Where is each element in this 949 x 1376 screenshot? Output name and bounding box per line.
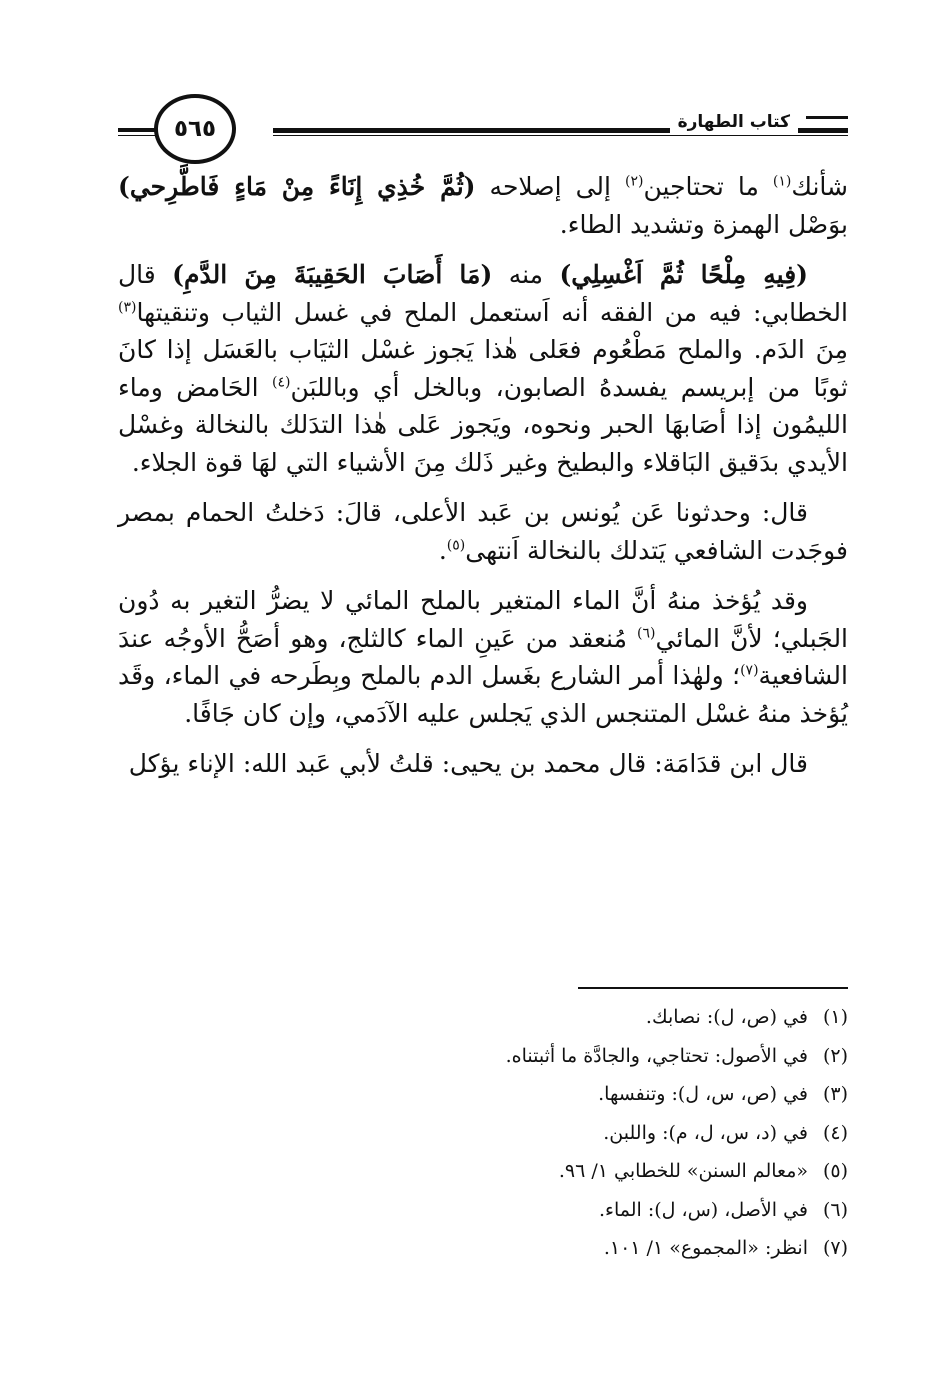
footnote-item bbox=[118, 1229, 848, 1268]
text-run: قال ابن قدَامَة: قال محمد بن يحيى: قلتُ لأبي عَبد الله: الإناء يؤكل bbox=[128, 749, 808, 778]
hadith-quote: (فِيهِ مِلْحًا ثُمَّ اَغْسِلِي) bbox=[559, 260, 809, 289]
text-run: ؛ ولهٰذا أمر الشارع بغَسل الدم بالملح وبِطَرحه في الماء، وقَد يُؤخذ منهُ غسْل المتنجس الذي يَجلس عليه الآدَمي، وإن كان جَافًا. bbox=[118, 661, 848, 728]
text-run: شأنك bbox=[791, 172, 848, 201]
footnote-text: في (ص، س، ل): وتنفسها. bbox=[598, 1083, 808, 1105]
footnote-marker: (٤) bbox=[271, 374, 291, 391]
hadith-quote: (مَا أَصَابَ الحَقِيبَةَ مِنَ الدَّمِ) bbox=[172, 260, 493, 289]
footnote-separator bbox=[578, 987, 848, 989]
paragraph-4 bbox=[118, 582, 848, 732]
header-dash bbox=[806, 116, 848, 119]
footnote-marker: (٣) bbox=[118, 299, 137, 316]
footnote-text: في (ص، ل): نصابك. bbox=[645, 1006, 808, 1028]
footnote-number: (٣) bbox=[822, 1083, 848, 1105]
footnote-number: (١) bbox=[822, 1006, 848, 1028]
footnote-item bbox=[118, 1191, 848, 1230]
footnote-text: في الأصول: تحتاجي، والجادَّة ما أثبتناه. bbox=[505, 1044, 808, 1067]
footnote-marker: (٧) bbox=[740, 662, 759, 679]
footnote-text: في الأصل، (س، ل): الماء. bbox=[598, 1198, 808, 1221]
footnote-marker: (٥) bbox=[446, 537, 466, 554]
footnote-marker: (١) bbox=[772, 173, 792, 190]
text-run: بوَصْل الهمزة وتشديد الطاء. bbox=[559, 209, 848, 239]
footnote-item bbox=[118, 1114, 848, 1153]
footnote-number: (٧) bbox=[822, 1237, 848, 1259]
hadith-quote: (ثُمَّ خُذِي إِنَاءً مِنْ مَاءٍ فَاطَّرِحي) bbox=[118, 172, 476, 201]
main-text bbox=[118, 168, 848, 796]
text-run: قال الخطابي: فيه من الفقه أنه اَستعمل الملح في غسل الثياب وتنقيتها bbox=[118, 260, 848, 327]
paragraph-5 bbox=[118, 745, 848, 783]
paragraph-2 bbox=[118, 256, 848, 481]
footnote-item bbox=[118, 998, 848, 1037]
footnote-text: «معالم السنن» للخطابي ١/ ٩٦. bbox=[558, 1160, 808, 1182]
footnote-item bbox=[118, 1152, 848, 1191]
footnote-text: انظر: «المجموع» ١/ ١٠١. bbox=[603, 1237, 808, 1259]
footnote-number: (٤) bbox=[822, 1121, 848, 1144]
footnote-number: (٥) bbox=[822, 1160, 848, 1182]
text-run: مُنعقد من عَينِ الماء كالثلج، وهو أصَحُّ الأوجُه عندَ الشافعية bbox=[118, 623, 848, 690]
footnotes-list bbox=[118, 998, 848, 1268]
text-run: قال: وحدثونا عَن يُونس بن عَبد الأعلى، قالَ: دَخلتُ الحمام بمصر فوجَدت الشافعي يَتدلك بالنخالة اَنتهى bbox=[118, 498, 848, 565]
footnote-number: (٢) bbox=[822, 1044, 848, 1067]
footnote-marker: (٢) bbox=[625, 173, 644, 190]
footnote-text: في (د، س، ل، م): واللبن. bbox=[603, 1121, 808, 1144]
paragraph-3 bbox=[118, 494, 848, 569]
footnote-item bbox=[118, 1075, 848, 1114]
text-run: إلى إصلاحه bbox=[475, 172, 626, 201]
book-title: كتاب الطهارة bbox=[670, 110, 798, 134]
page-number: ٥٦٥ bbox=[173, 116, 217, 142]
text-run: مِنَ الدَم. والملح مَطْعُوم فعَلى هٰذا يَجوز غسْل الثيَاب بالعَسَل إذا كانَ ثوبًا من إبريسم يفسدهُ الصابون، وبالخل أي وباللبَن bbox=[118, 335, 848, 402]
page-header bbox=[118, 94, 848, 164]
footnote-item bbox=[118, 1037, 848, 1076]
page-number-badge bbox=[154, 94, 236, 164]
text-run: الحَامض وماء الليمُون إذا أصَابهَا الحبر ونحوه، ويَجوز عَلى هٰذا التدَلك بالنخالة وغسْل الأيدي بدَقيق البَاقلاء والبطيخ وغير ذَلك مِنَ الأشياء التي لهَا قوة الجلاء. bbox=[118, 372, 848, 477]
paragraph-1 bbox=[118, 168, 848, 243]
text-run: منه bbox=[492, 260, 560, 289]
text-run: . bbox=[438, 535, 447, 565]
header-rule-left bbox=[118, 128, 158, 132]
footnote-marker: (٦) bbox=[637, 625, 656, 642]
text-run: ما تحتاجين bbox=[643, 172, 773, 201]
text-run: وقد يُؤخذ منهُ أنَّ الماء المتغير بالملح المائي لا يضرُّ التغير به دُون الجَبلي؛ لأنَّ المائي bbox=[118, 586, 849, 653]
footnote-number: (٦) bbox=[822, 1198, 848, 1221]
